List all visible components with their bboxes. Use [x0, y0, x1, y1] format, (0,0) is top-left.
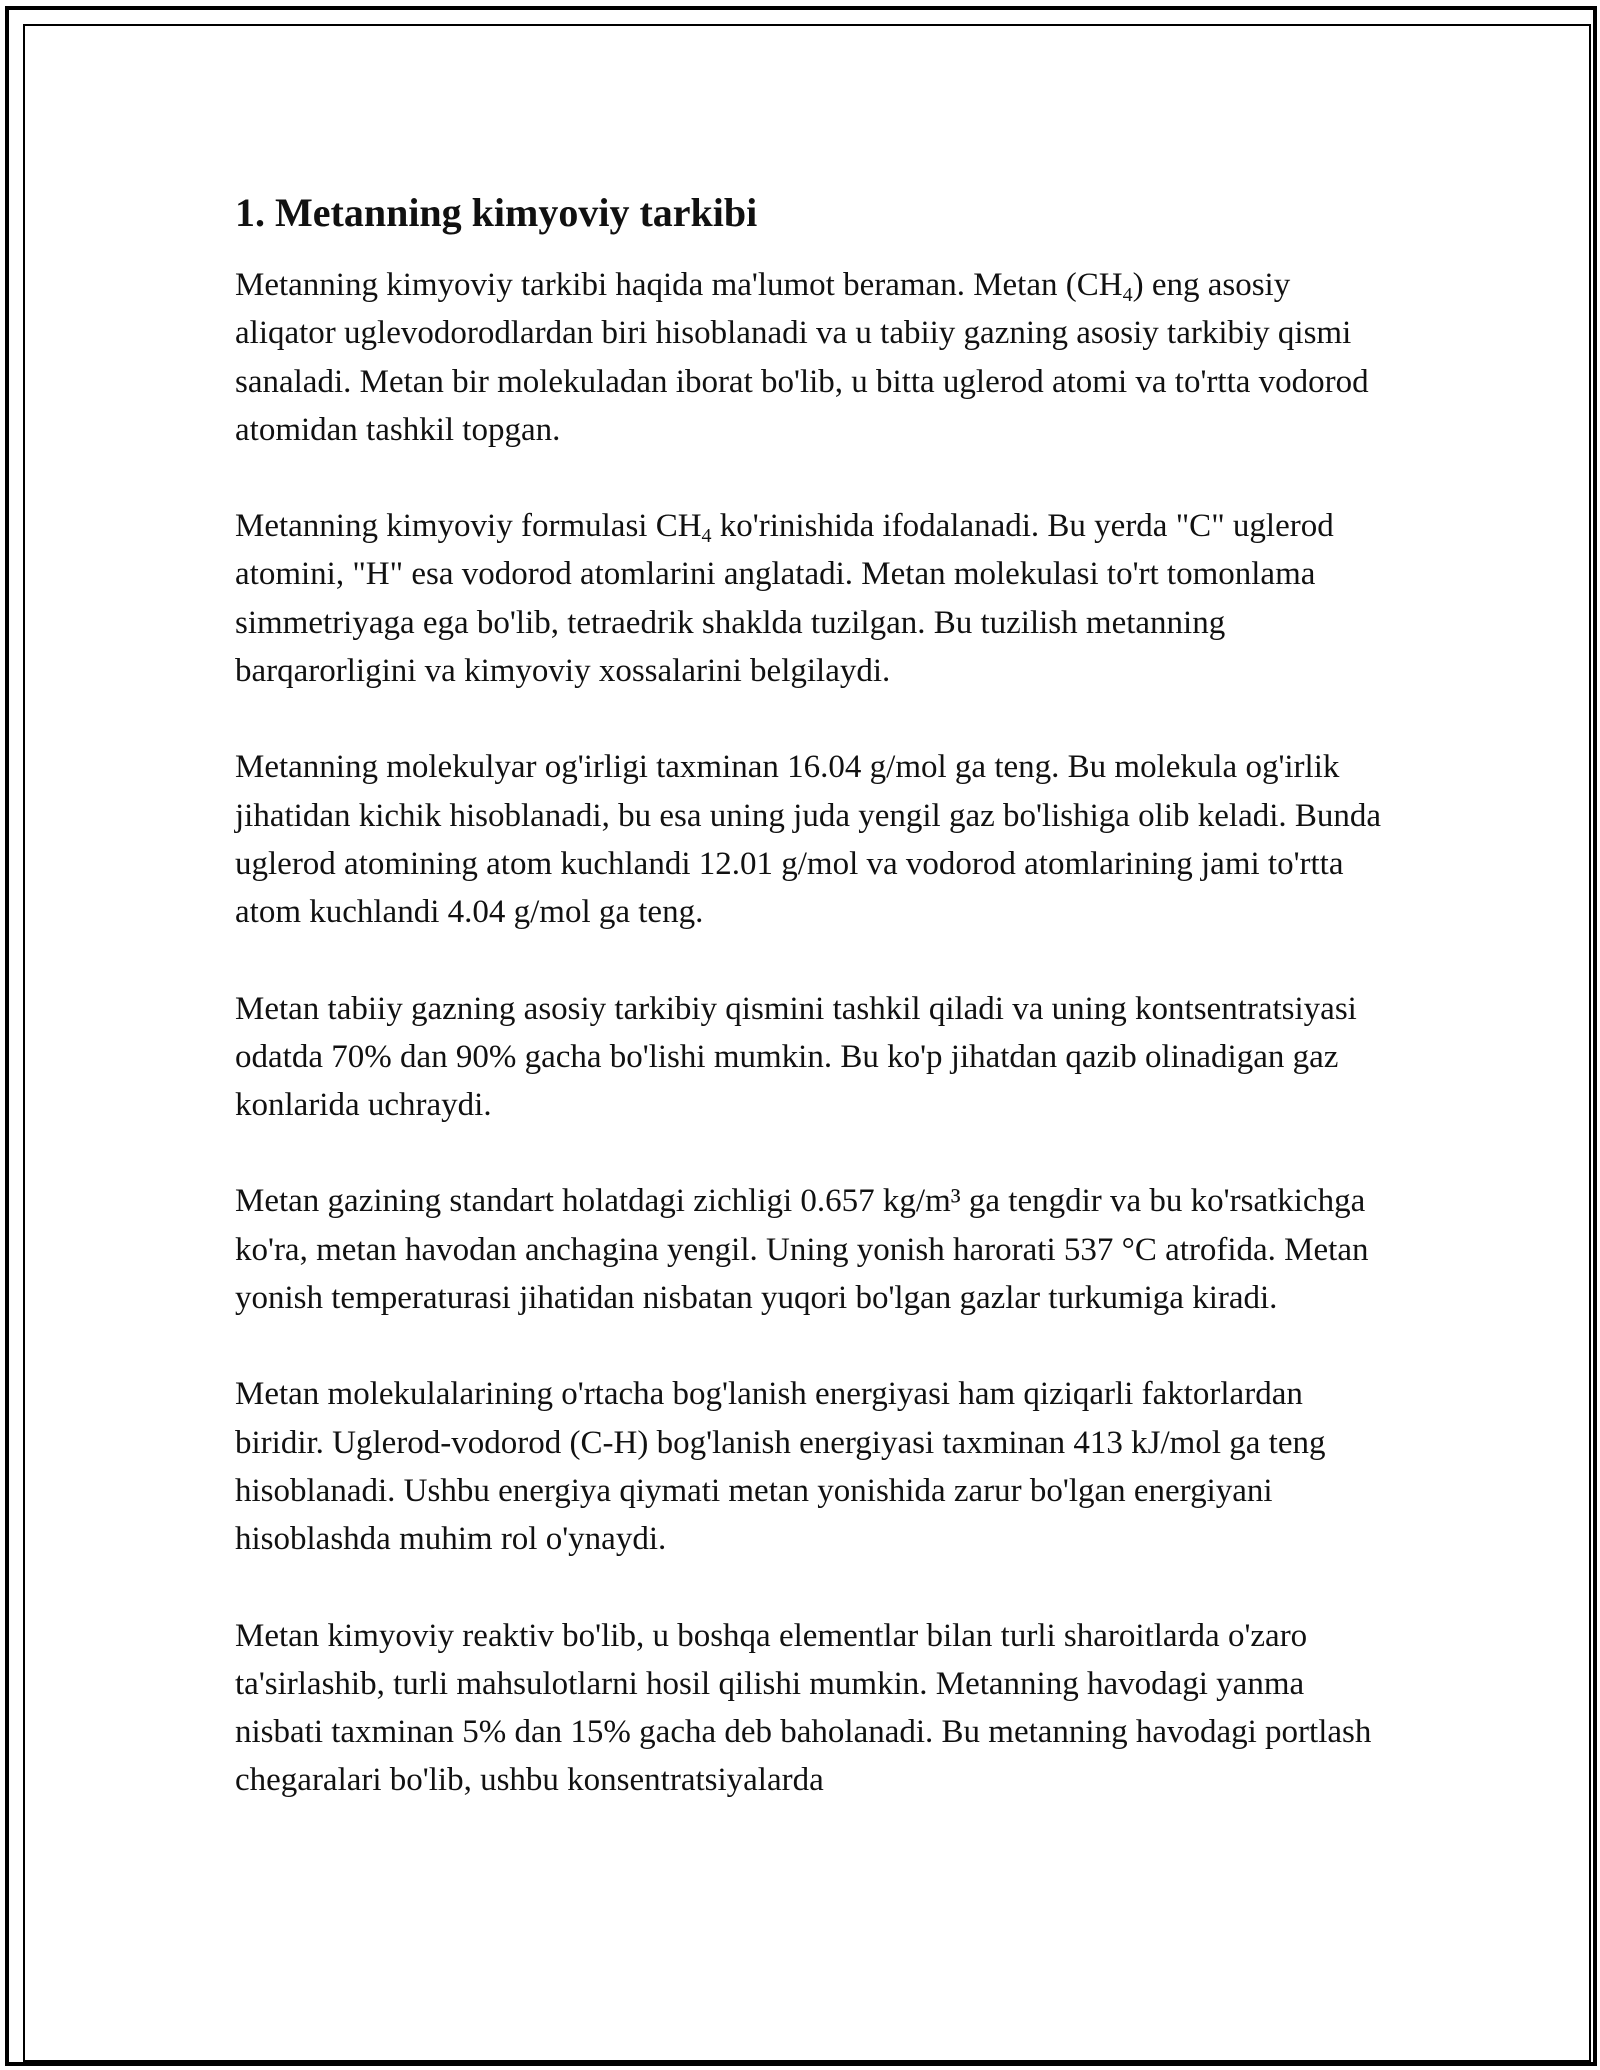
paragraph-formula — [235, 502, 1395, 695]
paragraph-formula-end: ko'rinishida ifodalanadi. Bu yerda "C" uglerod atomini, "H" esa vodorod atomlarini anglatadi. Metan molekulasi to'rt tomonlama simmetriyaga ega bo'lib, tetraedrik shaklda tuzilgan. Bu tuzilish metanning barqarorligini va kimyoviy xossalarini belgilaydi. — [235, 508, 1334, 690]
paragraph-bond-energy: Metan molekulalarining o'rtacha bog'lanish energiyasi ham qiziqarli faktorlardan biridir. Uglerod-vodorod (C-H) bog'lanish energiyasi taxminan 413 kJ/mol ga teng hisoblanadi. Ushbu energiya qiymati metan yonishida zarur bo'lgan energiyani hisoblashda muhim rol o'ynaydi. — [235, 1376, 1326, 1558]
paragraph-intro-end: ) eng asosiy aliqator uglevodorodlardan biri hisoblanadi va u tabiiy gazning asosiy tarkibiy qismi sanaladi. Metan bir molekuladan iborat bo'lib, u bitta uglerod atomi va to'rtta vodorod atomidan tashkil topgan. — [235, 267, 1369, 448]
paragraph-molecular-weight: Metanning molekulyar og'irligi taxminan 16.04 g/mol ga teng. Bu molekula og'irlik jihatidan kichik hisoblanadi, bu esa uning juda yengil gaz bo'lishiga olib keladi. Bunda uglerod atomining atom kuchlandi 12.01 g/mol va vodorod atomlarining jami to'rtta atom kuchlandi 4.04 g/mol ga teng. — [235, 749, 1382, 931]
paragraph-reactivity: Metan kimyoviy reaktiv bo'lib, u boshqa elementlar bilan turli sharoitlarda o'zaro ta'sirlashib, turli mahsulotlarni hosil qilishi mumkin. Metanning havodagi yanma nisbati taxminan 5% dan 15% gacha deb baholanadi. Bu metanning havodagi portlash chegaralari bo'lib, ushbu konsentratsiyalarda — [235, 1617, 1372, 1799]
paragraph-density: Metan gazining standart holatdagi zichligi 0.657 kg/m³ ga tengdir va bu ko'rsatkichga ko'ra, metan havodan anchagina yengil. Uning yonish harorati 537 °C atrofida. Metan yonish temperaturasi jihatidan nisbatan yuqori bo'lgan gazlar turkumiga kiradi. — [235, 1183, 1369, 1317]
paragraph-intro — [235, 261, 1395, 454]
paragraph-natural-gas: Metan tabiiy gazning asosiy tarkibiy qismini tashkil qiladi va uning kontsentratsiyasi odatda 70% dan 90% gacha bo'lishi mumkin. Bu ko'p jihatdan qazib olinadigan gaz konlarida uchraydi. — [235, 990, 1357, 1124]
paragraph-intro-start: Metanning kimyoviy tarkibi haqida ma'lumot beraman. Metan (CH — [235, 267, 1123, 303]
document-body — [235, 185, 1395, 1853]
subscript-4: 4 — [701, 525, 712, 548]
section-heading: 1. Metanning kimyoviy tarkibi — [235, 190, 758, 235]
paragraph-formula-start: Metanning kimyoviy formulasi CH — [235, 508, 702, 545]
subscript-4: 4 — [1122, 284, 1133, 306]
